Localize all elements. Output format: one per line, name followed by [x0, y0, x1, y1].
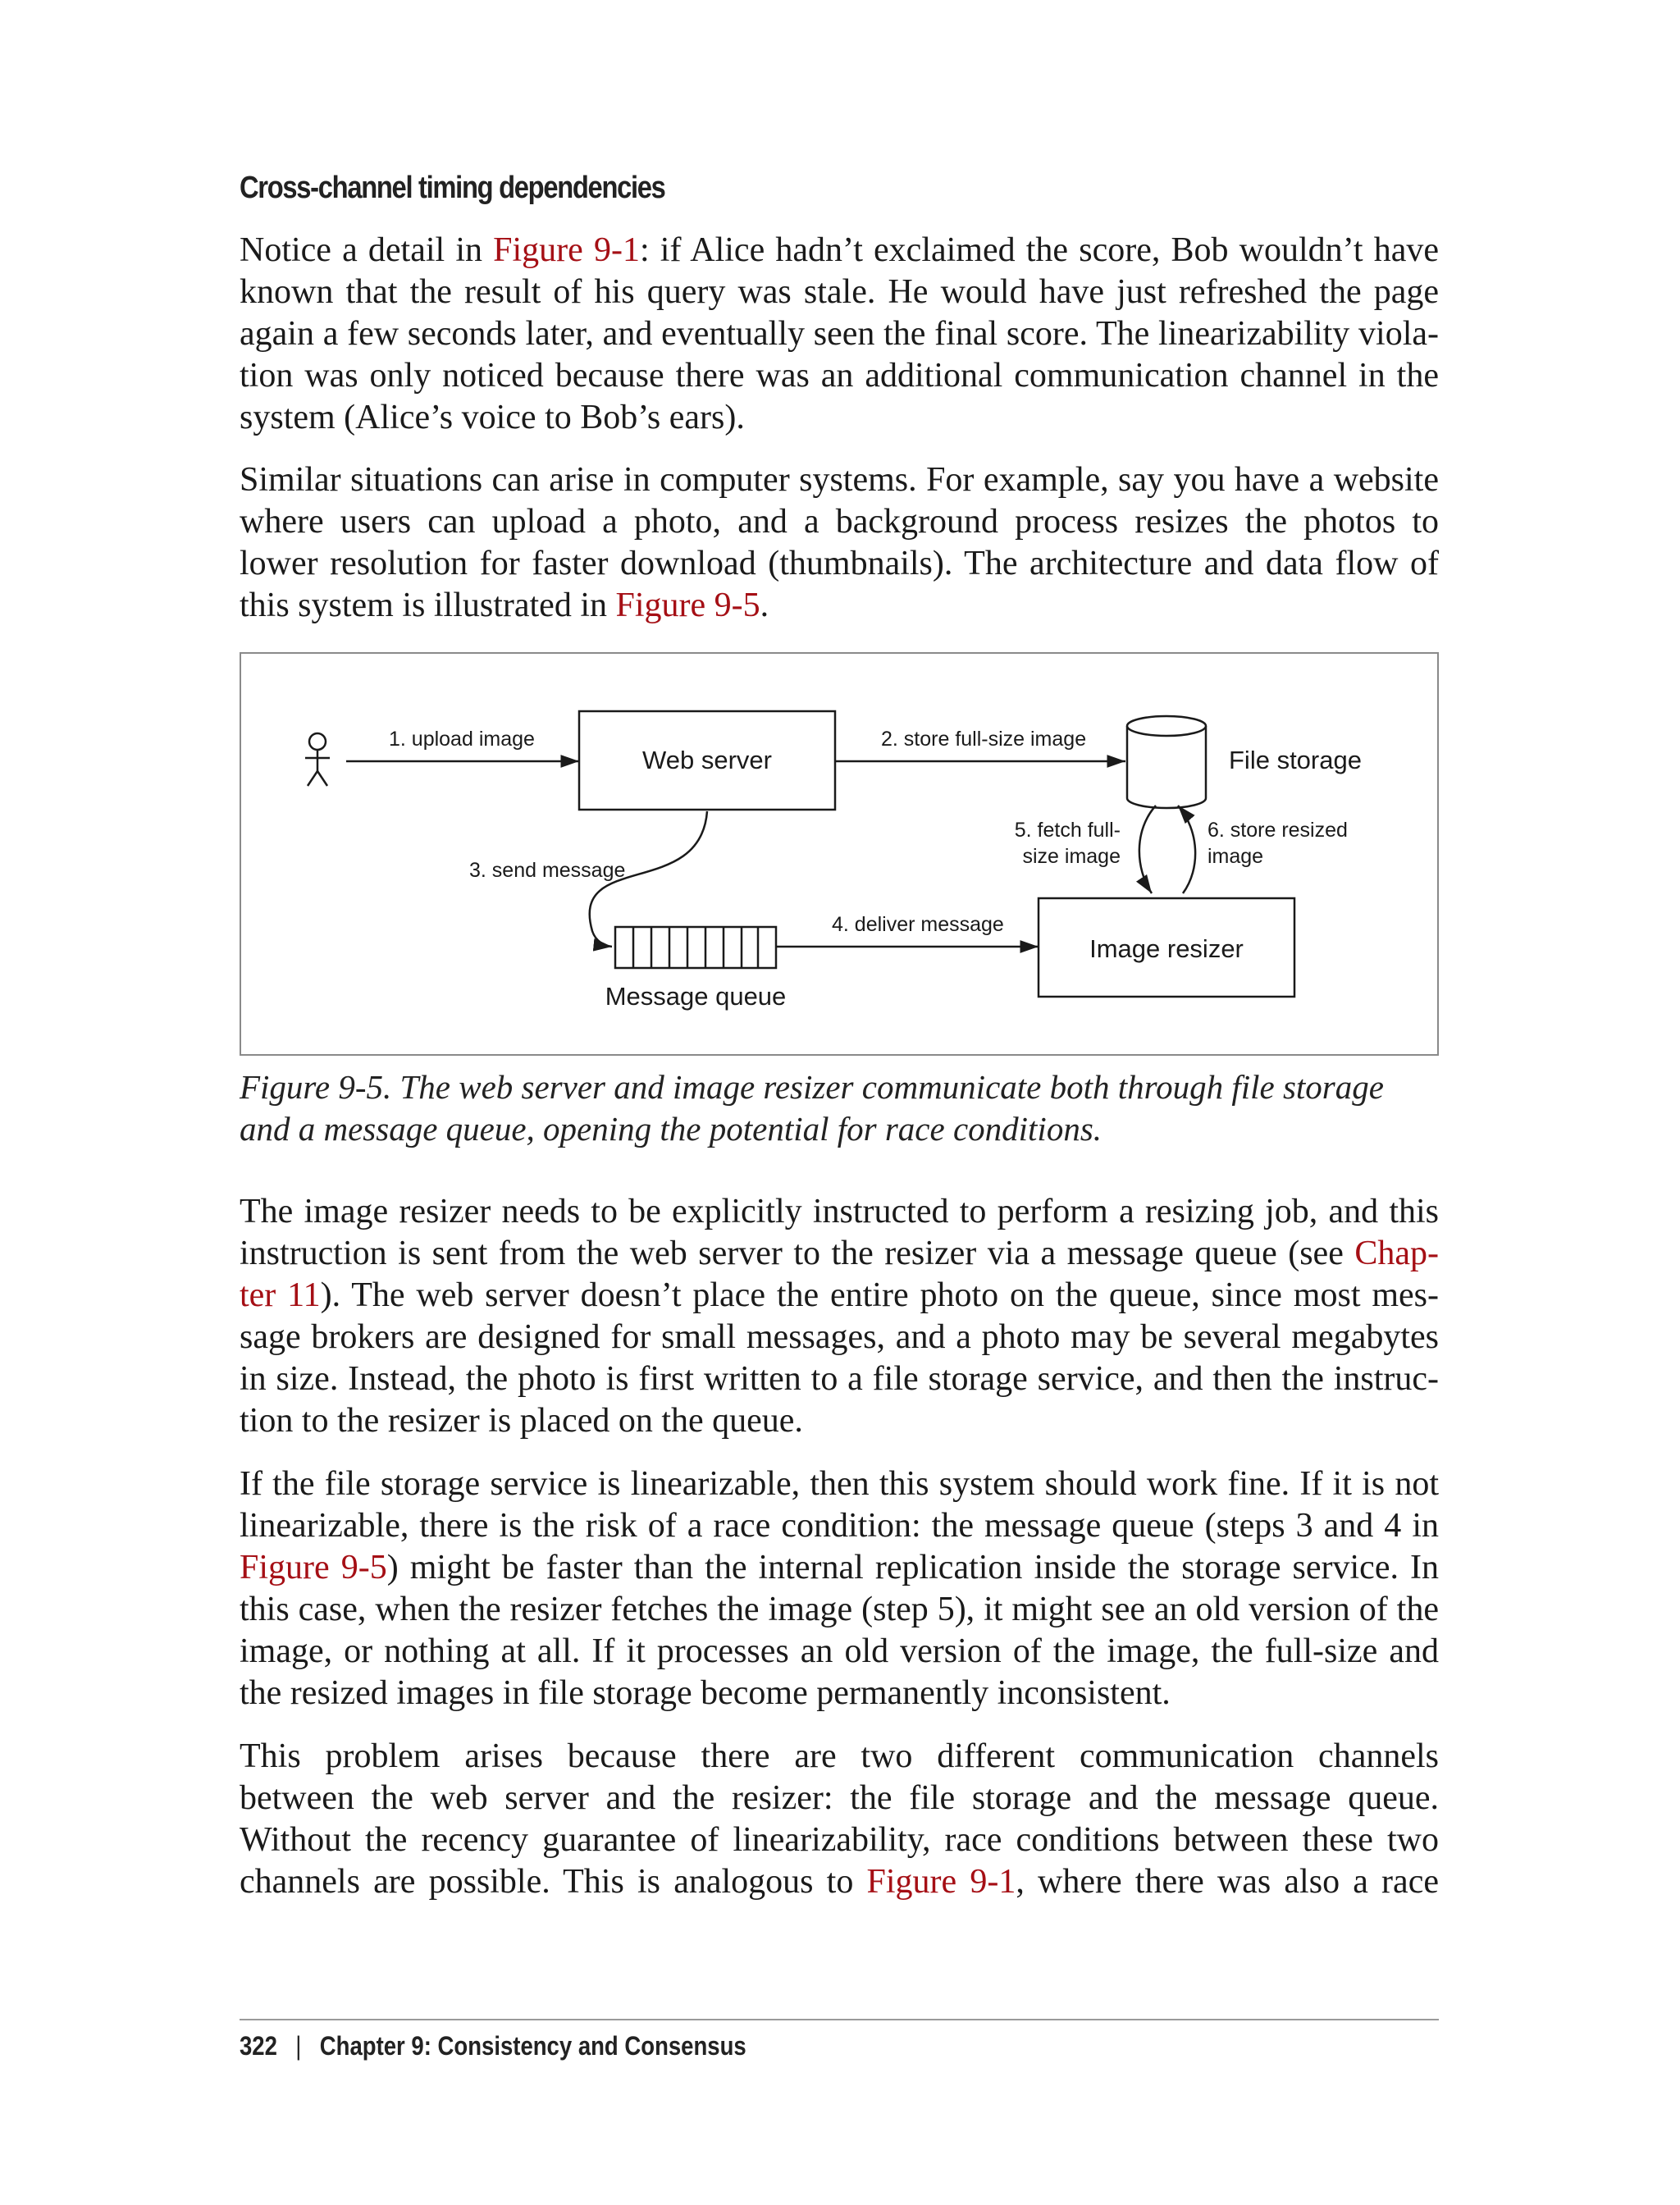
message-queue-label: Message queue	[605, 982, 787, 1011]
fetch-label-line-1: 5. fetch full-	[1014, 819, 1121, 842]
text-line: Without the recency guarantee of linearizability, race conditions between these two	[240, 1821, 1439, 1859]
paragraph-4	[240, 1463, 1439, 1714]
text-line: in size. Instead, the photo is first written to a file storage service, and then the instruc-	[240, 1360, 1439, 1398]
text-run: ) might be faster than the internal replication inside the storage service. In	[386, 1549, 1439, 1586]
text-run: , where there was also a race	[1016, 1863, 1439, 1901]
paragraph-5	[240, 1736, 1439, 1903]
caption-line: and a message queue, opening the potential for race conditions.	[240, 1110, 1102, 1148]
text-line: lower resolution for faster download (thumbnails). The architecture and data flow of	[240, 545, 1439, 582]
text-run: this system is illustrated in	[240, 587, 616, 624]
text-line: The image resizer needs to be explicitly instructed to perform a resizing job, and this	[240, 1193, 1439, 1230]
text-line: This problem arises because there are two different communication channels	[240, 1737, 1439, 1775]
text-line: system (Alice’s voice to Bob’s ears).	[240, 399, 745, 436]
image-resizer-label: Image resizer	[1089, 934, 1244, 963]
figure-9-1-link[interactable]: Figure 9-1	[493, 231, 640, 269]
figure-9-5-link[interactable]: Figure 9-5	[240, 1549, 387, 1586]
store-resized-label-line-2: image	[1208, 845, 1264, 868]
file-storage-cylinder	[1127, 716, 1206, 808]
text-line: the resized images in file storage become permanently inconsistent.	[240, 1674, 1171, 1712]
text-run: : if Alice hadn’t exclaimed the score, Bob wouldn’t have	[639, 231, 1439, 269]
file-storage-label: File storage	[1229, 746, 1362, 774]
store-full-label: 2. store full-size image	[881, 728, 1087, 751]
footer-separator: |	[295, 2031, 302, 2061]
section-heading: Cross-channel timing dependencies	[240, 171, 665, 205]
architecture-diagram	[241, 654, 1440, 1057]
text-run: instruction is sent from the web server to the resizer via a message queue (see	[240, 1235, 1355, 1272]
text-run: .	[760, 587, 769, 624]
chapter-11-link-cont[interactable]: ter 11	[240, 1276, 321, 1314]
text-run: channels are possible. This is analogous to	[240, 1863, 867, 1901]
text-line: image, or nothing at all. If it processes an old version of the image, the full-size and	[240, 1632, 1439, 1670]
store-resized-label-line-1: 6. store resized	[1208, 819, 1348, 842]
text-line: between the web server and the resizer: the file storage and the message queue.	[240, 1779, 1439, 1817]
figure-9-5-link[interactable]: Figure 9-5	[615, 587, 760, 624]
upload-label: 1. upload image	[389, 728, 535, 751]
paragraph-3	[240, 1191, 1439, 1442]
text-line: If the file storage service is linearizable, then this system should work fine. If it is not	[240, 1465, 1439, 1503]
text-run: ). The web server doesn’t place the entire photo on the queue, since most mes-	[320, 1276, 1439, 1314]
text-run: Notice a detail in	[240, 231, 494, 269]
fetch-label-line-2: size image	[1022, 845, 1121, 868]
text-line: tion to the resizer is placed on the queue.	[240, 1402, 803, 1440]
text-line: again a few seconds later, and eventually seen the final score. The linearizability viola-	[240, 315, 1439, 353]
web-server-label: Web server	[642, 746, 772, 774]
send-message-label: 3. send message	[469, 859, 626, 882]
footer-rule	[240, 2019, 1439, 2020]
fetch-arrow	[1139, 806, 1156, 893]
paragraph-1	[240, 230, 1439, 439]
page-footer	[240, 2031, 746, 2061]
text-line: Similar situations can arise in computer systems. For example, say you have a website	[240, 461, 1439, 499]
chapter-title: Chapter 9: Consistency and Consensus	[319, 2031, 746, 2061]
user-icon	[305, 733, 330, 786]
figure-caption	[240, 1066, 1454, 1150]
caption-line: Figure 9-5. The web server and image resizer communicate both through file storage	[240, 1068, 1384, 1106]
text-line: where users can upload a photo, and a background process resizes the photos to	[240, 503, 1439, 541]
chapter-11-link[interactable]: Chap-	[1354, 1235, 1439, 1272]
paragraph-2	[240, 459, 1439, 627]
text-line: linearizable, there is the risk of a race condition: the message queue (steps 3 and 4 in	[240, 1507, 1439, 1545]
text-line: sage brokers are designed for small messages, and a photo may be several megabytes	[240, 1318, 1439, 1356]
deliver-message-label: 4. deliver message	[832, 913, 1004, 936]
figure-9-1-link[interactable]: Figure 9-1	[866, 1863, 1016, 1901]
page-number: 322	[240, 2031, 277, 2061]
store-resized-arrow	[1178, 806, 1195, 893]
text-line: this case, when the resizer fetches the image (step 5), it might see an old version of the	[240, 1591, 1439, 1628]
text-line: tion was only noticed because there was an additional communication channel in the	[240, 357, 1439, 395]
message-queue-icon	[615, 927, 776, 968]
text-line: known that the result of his query was stale. He would have just refreshed the page	[240, 273, 1439, 311]
figure-9-5	[240, 652, 1439, 1056]
